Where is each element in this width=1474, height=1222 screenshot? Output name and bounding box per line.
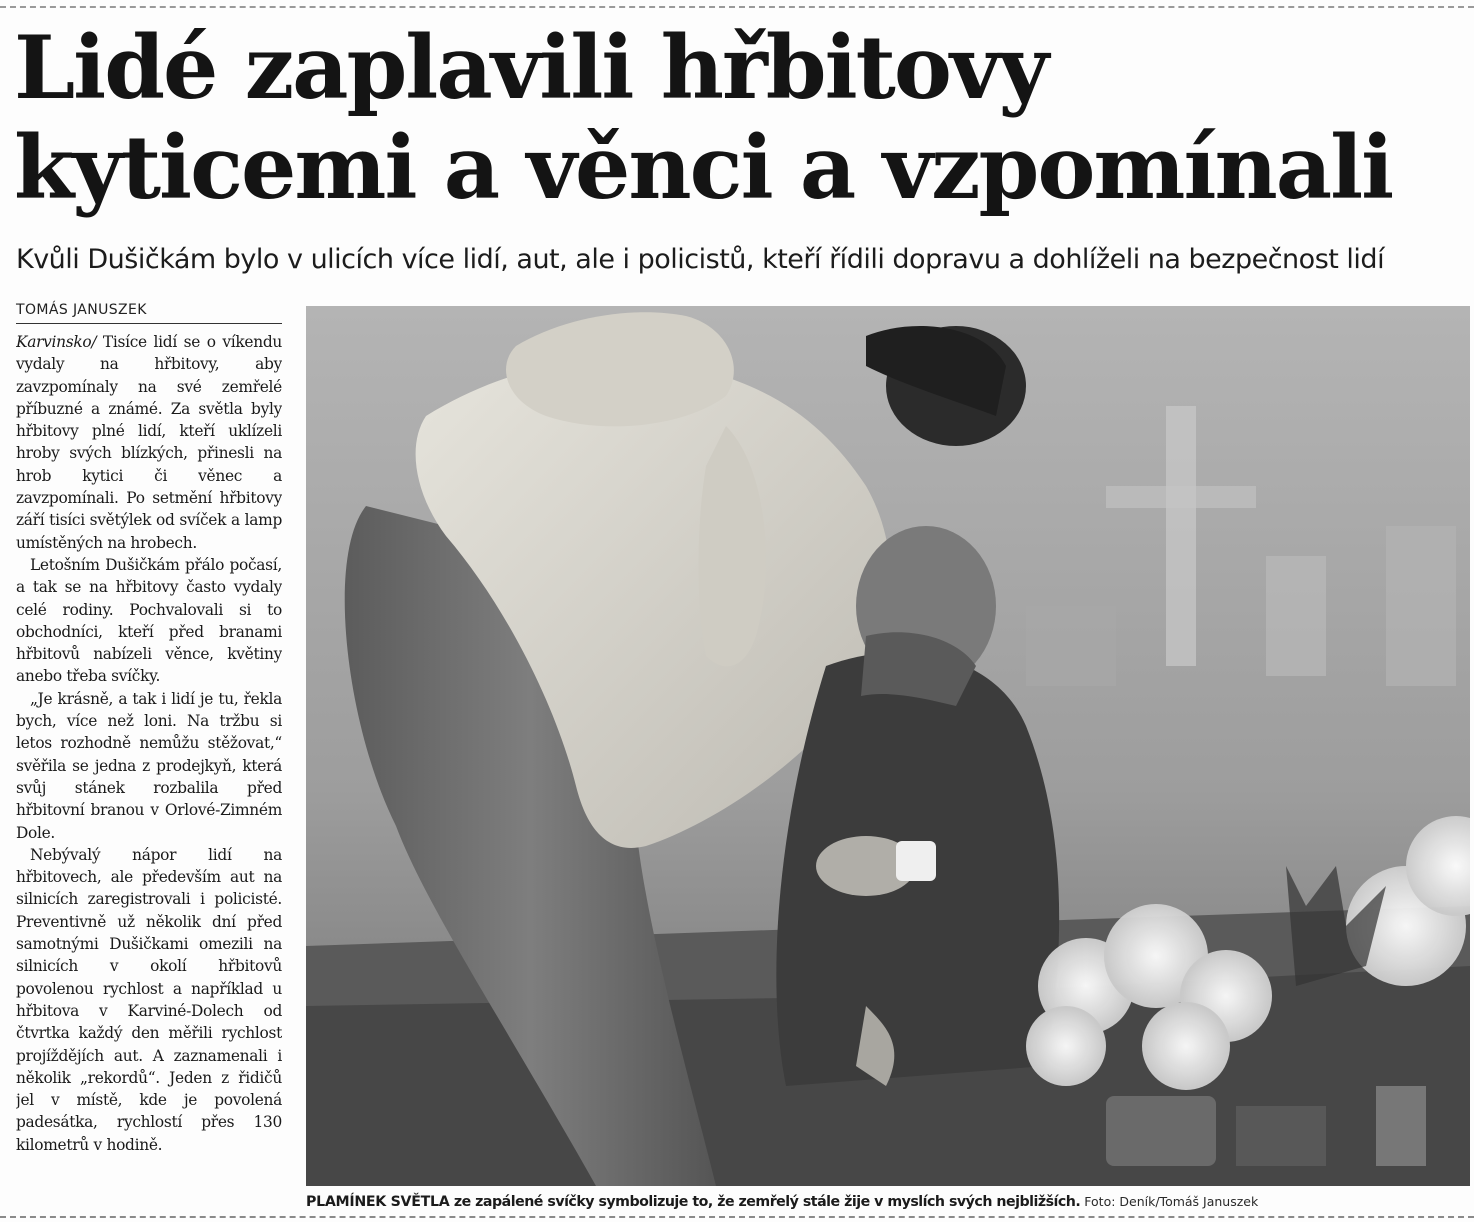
- caption-lead: PLAMÍNEK SVĚTLA: [306, 1194, 450, 1210]
- cemetery-photo: [306, 306, 1470, 1186]
- subheadline: Kvůli Dušičkám bylo v ulicích více lidí, aut, ale i policistů, kteří řídili dopravu a dohlíželi na bezpečnost lidí: [16, 244, 1385, 275]
- clipping-edge-bottom: [0, 1216, 1474, 1218]
- clipping-edge-top: [0, 6, 1474, 8]
- article-paragraph-1: [16, 331, 282, 554]
- article-paragraph-1-text: Tisíce lidí se o víkendu vydaly na hřbitovy, aby zavzpomínaly na své zemřelé příbuzné a známé. Za světla byly hřbitovy plné lidí, kteří uklízeli hroby svých blízkých, přinesli na hrob kytici či věnec a zavzpomínali. Po setmění hřbitovy září tisíci světýlek od svíček a lamp umístěných na hrobech.: [16, 333, 282, 552]
- byline: TOMÁS JANUSZEK: [16, 302, 282, 324]
- headline-line-2: kyticemi a věnci a vzpomínali: [14, 116, 1393, 219]
- cemetery-photo-icon: [306, 306, 1470, 1186]
- article-paragraph-4: Nebývalý nápor lidí na hřbitovech, ale především aut na silnicích zaregistrovali i policisté. Preventivně už několik dní před samotnými Dušičkami omezili na silnicích v okolí hřbitovů povolenou rychlost a například u hřbitova v Karviné-Dolech od čtvrtka každý den měřili rychlost projíždějích aut. A zaznamenali i několik „rekordů“. Jeden z řidičů jel v místě, kde je povolená padesátka, rychlostí přes 130 kilometrů v hodině.: [16, 845, 282, 1154]
- dateline-place: Karvinsko/: [16, 333, 97, 351]
- article-paragraph-2: Letošním Dušičkám přálo počasí, a tak se na hřbitovy často vydaly celé rodiny. Pochvalovali si to obchodníci, kteří před branami hřbitovů nabízeli věnce, květiny anebo třeba svíčky.: [16, 555, 282, 686]
- caption-text: ze zapálené svíčky symbolizuje to, že zemřelý stále žije v myslích svých nejbližších.: [449, 1194, 1081, 1210]
- article-paragraph-3: „Je krásně, a tak i lidí je tu, řekla bych, více než loni. Na tržbu si letos rozhodně nemůžu stěžovat,“ svěřila se jedna z prodejkyň, která svůj stánek rozbalila před hřbitovní branou v Orlové-Zimném Dole.: [16, 689, 282, 842]
- headline-line-1: Lidé zaplavili hřbitovy: [14, 16, 1048, 119]
- photo-caption: [306, 1191, 1470, 1213]
- photo-credit: Foto: Deník/Tomáš Januszek: [1080, 1194, 1259, 1209]
- article-body: [16, 331, 282, 1211]
- headline: [14, 18, 1464, 218]
